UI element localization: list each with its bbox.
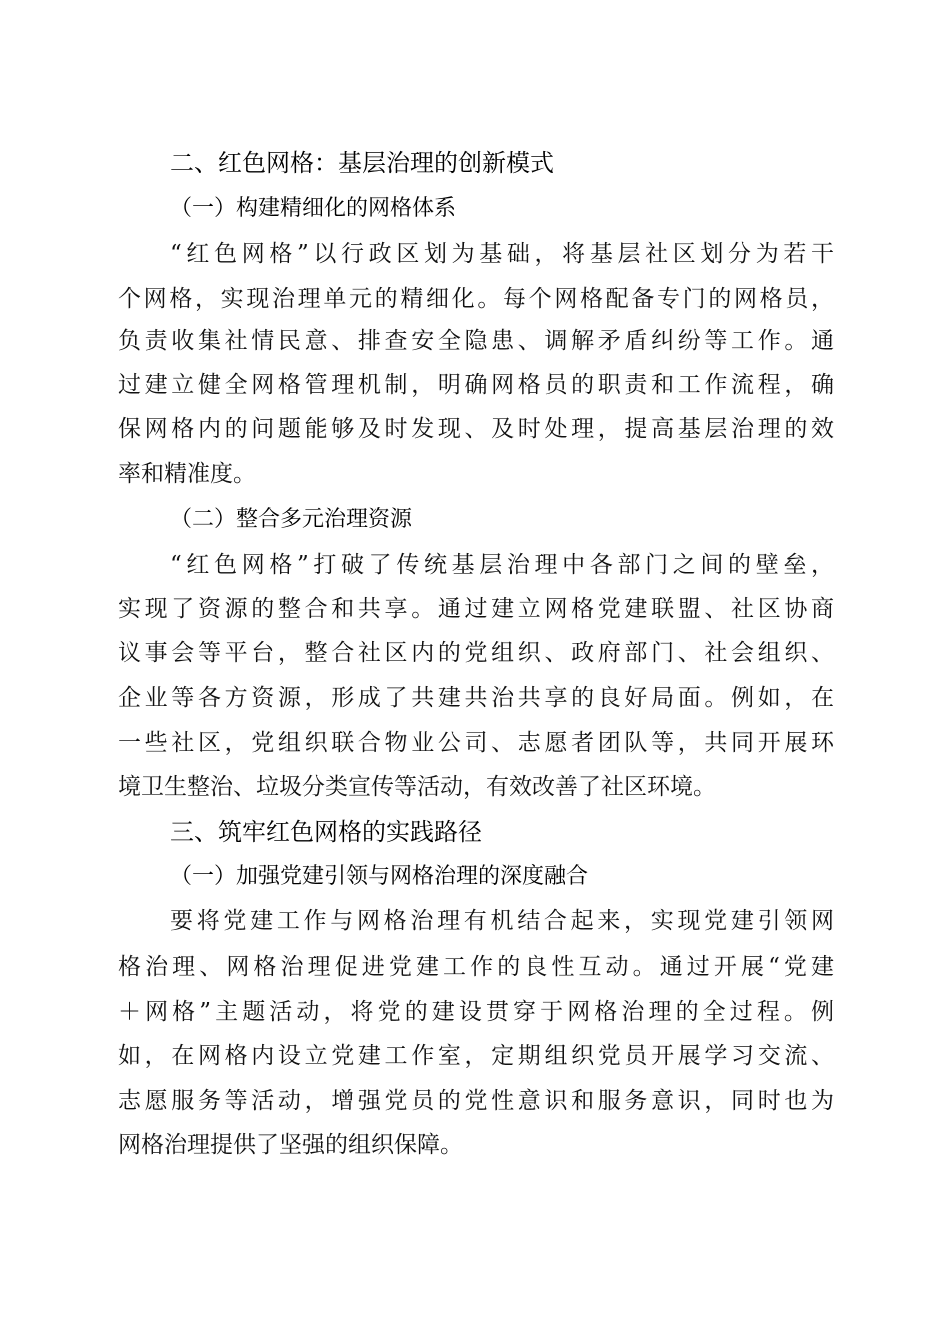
paragraph-line-last: 率和精准度。 bbox=[118, 461, 256, 487]
paragraph-line: 企业等各方资源，形成了共建共治共享的良好局面。例如，在 bbox=[118, 685, 834, 711]
paragraph-line: 保网格内的问题能够及时发现、及时处理，提高基层治理的效 bbox=[118, 416, 834, 442]
paragraph-line: 个网格，实现治理单元的精细化。每个网格配备专门的网格员， bbox=[118, 286, 834, 312]
section-heading-2: 二、红色网格：基层治理的创新模式 bbox=[170, 149, 554, 177]
paragraph-line: “红色网格”打破了传统基层治理中各部门之间的壁垒， bbox=[170, 552, 834, 578]
paragraph-line: 负责收集社情民意、排查安全隐患、调解矛盾纠纷等工作。通 bbox=[118, 328, 834, 354]
paragraph-line: 实现了资源的整合和共享。通过建立网格党建联盟、社区协商 bbox=[118, 596, 834, 622]
paragraph-line: 志愿服务等活动，增强党员的党性意识和服务意识，同时也为 bbox=[118, 1088, 834, 1114]
paragraph-line-last: 境卫生整治、垃圾分类宣传等活动，有效改善了社区环境。 bbox=[118, 774, 716, 800]
subsection-heading-2-2: （二）整合多元治理资源 bbox=[170, 507, 413, 532]
paragraph-line: 格治理、网格治理促进党建工作的良性互动。通过开展“党建 bbox=[118, 954, 834, 980]
paragraph-line: ＋网格”主题活动，将党的建设贯穿于网格治理的全过程。例 bbox=[118, 999, 834, 1025]
section-heading-3: 三、筑牢红色网格的实践路径 bbox=[170, 818, 482, 846]
subsection-heading-3-1: （一）加强党建引领与网格治理的深度融合 bbox=[170, 864, 589, 889]
paragraph-line-last: 网格治理提供了坚强的组织保障。 bbox=[118, 1132, 463, 1158]
paragraph-line: 过建立健全网格管理机制，明确网格员的职责和工作流程，确 bbox=[118, 372, 834, 398]
paragraph-line: 要将党建工作与网格治理有机结合起来，实现党建引领网 bbox=[170, 908, 834, 934]
subsection-heading-2-1: （一）构建精细化的网格体系 bbox=[170, 196, 457, 221]
paragraph-line: 一些社区，党组织联合物业公司、志愿者团队等，共同开展环 bbox=[118, 730, 834, 756]
paragraph-line: “红色网格”以行政区划为基础，将基层社区划分为若干 bbox=[170, 241, 834, 267]
paragraph-line: 议事会等平台，整合社区内的党组织、政府部门、社会组织、 bbox=[118, 640, 834, 666]
paragraph-line: 如，在网格内设立党建工作室，定期组织党员开展学习交流、 bbox=[118, 1043, 834, 1069]
